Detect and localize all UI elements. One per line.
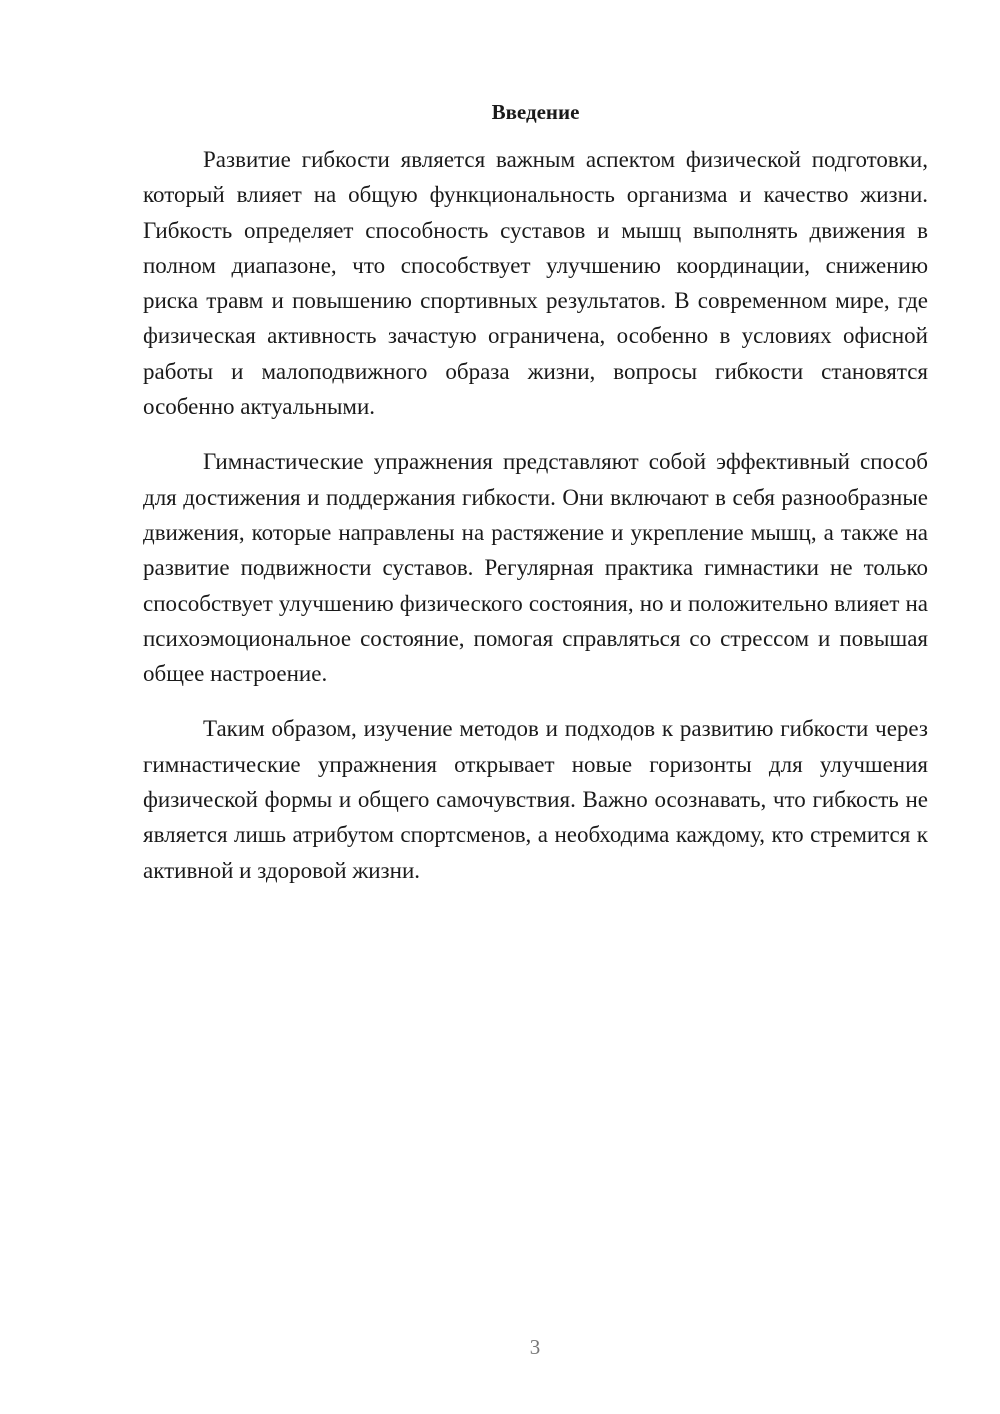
page-number: 3 (529, 1335, 541, 1359)
paragraph-2: Гимнастические упражнения представляют собой эффективный способ для достижения и поддержания гибкости. Они включают в себя разнообразные движения, которые направлены на растяжение и укрепление мышц, а также на развитие подвижности суставов. Регулярная практика гимнастики не только способствует улучшению физического состояния, но и положительно влияет на психоэмоциональное состояние, помогая справляться со стрессом и повышая общее настроение. (143, 449, 928, 687)
paragraph-1: Развитие гибкости является важным аспектом физической подготовки, который влияет на общую функциональность организма и качество жизни. Гибкость определяет способность суставов и мышц выполнять движения в полном диапазоне, что способствует улучшению координации, снижению риска травм и повышению спортивных результатов. В современном мире, где физическая активность зачастую ограничена, особенно в условиях офисной работы и малоподвижного образа жизни, вопросы гибкости становятся особенно актуальными. (143, 147, 928, 420)
body-text (143, 142, 928, 908)
section-heading: Введение (491, 100, 580, 124)
paragraph-3: Таким образом, изучение методов и подходов к развитию гибкости через гимнастические упражнения открывает новые горизонты для улучшения физической формы и общего самочувствия. Важно осознавать, что гибкость не является лишь атрибутом спортсменов, а необходима каждому, кто стремится к активной и здоровой жизни. (143, 716, 928, 883)
